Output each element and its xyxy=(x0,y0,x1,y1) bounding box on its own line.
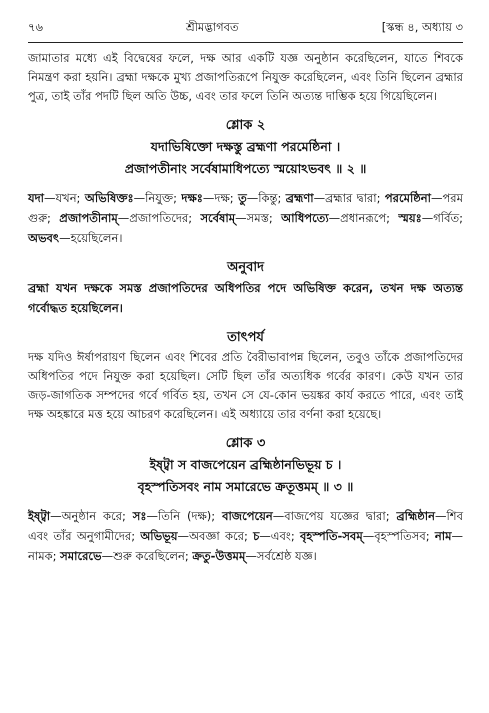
synonym-meaning: —সমস্ত; xyxy=(235,211,282,225)
synonym-meaning: —যখন; xyxy=(44,191,85,205)
synonym-term: চ xyxy=(253,529,260,543)
synonym-term: নাম xyxy=(434,529,452,543)
synonym-term: স্ময়ঃ xyxy=(398,211,422,225)
synonym-meaning: —তিনি (দক্ষ); xyxy=(146,509,223,523)
page-number: ৭৬ xyxy=(28,20,43,34)
synonym-term: সঃ xyxy=(132,509,147,523)
synonym-meaning: —অনুষ্ঠান করে; xyxy=(50,509,133,523)
synonym-term: ব্রহ্মণা xyxy=(285,191,314,205)
synonym-meaning: —প্রধানরূপে; xyxy=(328,211,399,225)
synonym-term: অভিষিক্তঃ xyxy=(84,191,134,205)
synonym-term: যদা xyxy=(28,191,45,205)
verse-3-heading: শ্লোক ৩ xyxy=(225,436,266,451)
synonym-meaning: —নামক; xyxy=(28,529,463,563)
synonym-meaning: —প্রজাপতিদের; xyxy=(117,211,201,225)
section-reference: [স্কন্ধ ৪, অধ্যায় ৩ xyxy=(381,20,463,34)
page-header xyxy=(28,18,463,37)
verse-3-line-2: বৃহস্পতিসবং নাম সমারেভে ক্রতূত্তমম্ ॥ ৩ ॥ xyxy=(137,479,354,494)
verse-3-line-1: ইষ্ট্বা স বাজপেয়েন ব্রহ্মিষ্ঠানভিভূয় চ । xyxy=(149,457,342,472)
synonym-term: অভিভূয় xyxy=(140,529,178,543)
synonym-meaning: —পরম গুরু; xyxy=(28,191,464,225)
synonym-meaning: —শিব এবং তাঁর অনুগামীদের; xyxy=(28,509,463,543)
synonym-term: বাজপেয়েন xyxy=(222,509,273,523)
synonym-meaning: —অবজ্ঞা করে; xyxy=(177,529,254,543)
synonym-term: বৃহস্পতি-সবম্ xyxy=(300,529,363,543)
purport-text: দক্ষ যদিও ঈর্ষাপরায়ণ ছিলেন এবং শিবের প্রতি বৈরীভাবাপন্ন ছিলেন, তবুও তাঁকে প্রজাপতিদের অধিপতির পদে নিযুক্ত করা হয়েছিল। সেটি ছিল তাঁর অত্যধিক গর্বের কারণ। কেউ যখন তার জড়-জাগতিক সম্পদের গর্বে গর্বিত হয়, তখন সে যে-কোন ভয়ঙ্কর কার্য করতে পারে, এবং তাই দক্ষ অহঙ্কারে মত্ত হয়ে আচরণ করেছিলেন। এই অধ্যায়ে তার বর্ণনা করা হয়েছে। xyxy=(28,350,463,421)
synonym-term: ক্রতু-উত্তমম্ xyxy=(192,549,246,563)
synonym-meaning: —হয়েছিলেন। xyxy=(59,231,123,245)
synonym-term: অভবৎ xyxy=(28,231,60,245)
synonym-term: আধিপত্যে xyxy=(281,211,329,225)
synonym-term: ব্রহ্মিষ্ঠান xyxy=(396,509,435,523)
book-title: শ্রীমদ্ভাগবত xyxy=(185,20,239,34)
synonym-meaning: —ব্রহ্মার দ্বারা; xyxy=(313,191,385,205)
verse-2-synonyms xyxy=(28,188,463,248)
translation-heading: অনুবাদ xyxy=(227,260,264,275)
verse-2-line-2: প্রজাপতীনাং সর্বেষামাধিপত্যে স্ময়োঽভবৎ ॥ ২ ॥ xyxy=(124,161,367,176)
synonym-meaning: —কিন্তু; xyxy=(246,191,286,205)
synonym-term: সর্বেষাম্ xyxy=(200,211,236,225)
synonym-term: দক্ষঃ xyxy=(181,191,203,205)
synonym-term: ইষ্ট্বা xyxy=(28,509,51,523)
synonym-meaning: —সর্বশ্রেষ্ঠ যজ্ঞ। xyxy=(245,549,317,563)
header-rule xyxy=(28,42,463,43)
synonym-meaning: —এবং; xyxy=(259,529,300,543)
synonym-meaning: —শুরু করেছিলেন; xyxy=(101,549,193,563)
verse-2-line-1: যদাভিষিক্তো দক্ষস্তু ব্রহ্মণা পরমেষ্ঠিনা । xyxy=(150,139,341,154)
verse-3-synonyms xyxy=(28,506,463,566)
synonym-meaning: —দক্ষ; xyxy=(202,191,239,205)
intro-paragraph: জামাতার মধ্যে এই বিদ্বেষের ফলে, দক্ষ আর একটি যজ্ঞ অনুষ্ঠান করেছিলেন, যাতে শিবকে নিমন্ত্রণ করা হয়নি। ব্রহ্মা দক্ষকে মুখ্য প্রজাপতিরূপে নিযুক্ত করেছিলেন, এবং তিনি ছিলেন ব্রহ্মার পুত্র, তাই তাঁর পদটি ছিল অতি উচ্চ, এবং তার ফলে তিনি অত্যন্ত দাম্ভিক হয়ে গিয়েছিলেন। xyxy=(28,51,463,103)
purport-heading: তাৎপর্য xyxy=(227,330,264,345)
synonym-meaning: —বাজপেয় যজ্ঞের দ্বারা; xyxy=(272,509,397,523)
synonym-term: পরমেষ্ঠিনা xyxy=(384,191,431,205)
synonym-term: প্রজাপতীনাম্ xyxy=(59,211,118,225)
synonym-term: সমারেভে xyxy=(60,549,102,563)
translation-text: ব্রহ্মা যখন দক্ষকে সমস্ত প্রজাপতিদের অধিপতির পদে অভিষিক্ত করেন, তখন দক্ষ অত্যন্ত গর্বোদ্ধত হয়েছিলেন। xyxy=(28,281,463,315)
verse-2-heading: শ্লোক ২ xyxy=(225,118,266,133)
synonym-meaning: —বৃহস্পতিসব; xyxy=(362,529,435,543)
synonym-meaning: —নিযুক্ত; xyxy=(133,191,182,205)
synonym-term: তু xyxy=(238,191,247,205)
synonym-meaning: —গর্বিত; xyxy=(421,211,463,225)
